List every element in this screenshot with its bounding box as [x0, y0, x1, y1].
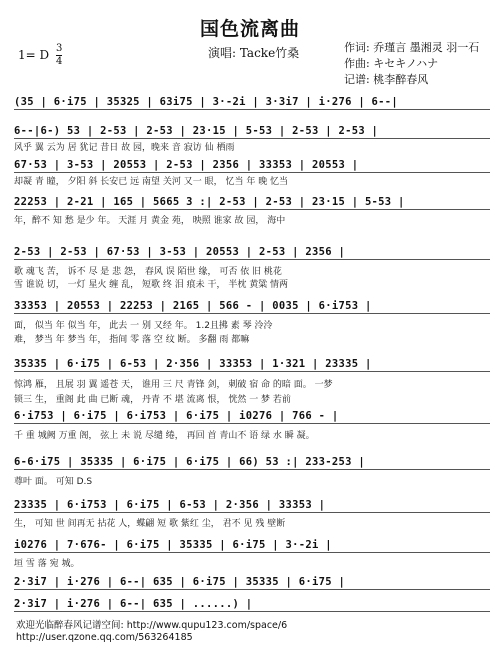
- time-signature: [56, 44, 62, 67]
- song-title: 国色流离曲: [199, 18, 300, 40]
- lyric-line: 垣 雪 落 宛 城。: [14, 559, 80, 568]
- transcriber-credit: 记谱: 桃李醉春风: [344, 73, 429, 86]
- notation-line: 2·3i7 | i·276 | 6--| 635 | ......) |: [14, 598, 490, 612]
- lyric-line: 尊叶 面。 可知 D.S: [14, 477, 93, 486]
- lyric-line: 锁三 生， 重阁 此 曲 已断 魂， 丹青 不 堪 流离 恨， 恍然 一 梦 若前: [14, 395, 291, 404]
- footer: [16, 620, 287, 644]
- notation-line: 6-6·i75 | 35335 | 6·i75 | 6·i75 | 66) 53 :| 233-253 |: [14, 456, 490, 470]
- lyric-line: 面， 似当 年 似当 年， 此去 一 别 又经 年。 1.2且拂 素 琴 泠泠: [14, 321, 273, 330]
- composer-credit: 作曲: キセキノハナ: [344, 57, 439, 70]
- notation-line: (35 | 6·i75 | 35325 | 63i75 | 3·-2i | 3·3i7 | i·276 | 6--|: [14, 96, 490, 110]
- time-bottom: 4: [55, 56, 63, 67]
- footer-link[interactable]: http://user.qzone.qq.com/563264185: [16, 632, 193, 643]
- notation-line: 23335 | 6·i753 | 6·i75 | 6-53 | 2·356 | 33353 |: [14, 499, 490, 513]
- lyricist-credit: 作词: 乔瑾言 墨湘灵 羽一石: [344, 41, 480, 54]
- lyric-line: 风乎 翼 云为 居 犹记 昔日 故 园，晚来 音 寂访 仙 栖雨: [14, 143, 235, 152]
- notation-line: 67·53 | 3-53 | 20553 | 2-53 | 2356 | 33353 | 20553 |: [14, 159, 490, 173]
- lyric-line: 生， 可知 世 间再无 拈花 人，蝶翩 短 歌 紫红 尘， 君不 见 残 壁断: [14, 519, 286, 528]
- key-text: 1= D: [18, 48, 50, 62]
- lyric-line: 千 重 城阙 万重 阁， 弦上 未 说 尽缱 绻， 再回 首 青山不 语 绿 水 瞬 凝。: [14, 431, 315, 440]
- singer-credit: 演唱: Tacke竹桑: [208, 46, 300, 60]
- lyric-line: 惊鸿 雁， 且展 羽 翼 遥苍 天， 谁用 三 尺 青锋 剑， 刺破 宿 命 的暗 面。 一梦: [14, 380, 333, 389]
- notation-line: 35335 | 6·i75 | 6-53 | 2·356 | 33353 | 1·321 | 23335 |: [14, 358, 490, 372]
- notation-line: i0276 | 7·676- | 6·i75 | 35335 | 6·i75 | 3·-2i |: [14, 539, 490, 553]
- footer-line: 欢迎光临醉春风记谱空间: http://www.qupu123.com/space/6: [16, 620, 288, 631]
- time-top: 3: [55, 43, 63, 54]
- key-signature: [18, 44, 62, 67]
- lyric-line: 年，醉不 知 愁 是少 年。 天涯 月 黄金 苑， 映照 谁家 故 园， 海中: [14, 216, 286, 225]
- lyric-line: 难， 梦当 年 梦当 年， 指间 零 落 空 纹 断。 多翻 雨 都嘛: [14, 335, 250, 344]
- credits-block: [344, 40, 479, 88]
- lyric-line: 雪 谁说 切， 一灯 星火 缠 乱， 短歌 终 泪 痕未 干， 半枕 黄粱 情两: [14, 280, 289, 289]
- notation-line: 2-53 | 2-53 | 67·53 | 3-53 | 20553 | 2-53 | 2356 |: [14, 246, 490, 260]
- notation-line: 6--|6-) 53 | 2-53 | 2-53 | 23·15 | 5-53 | 2-53 | 2-53 |: [14, 125, 490, 139]
- notation-line: 22253 | 2-21 | 165 | 5665 3 :| 2-53 | 2-53 | 23·15 | 5-53 |: [14, 196, 490, 210]
- notation-line: 6·i753 | 6·i75 | 6·i753 | 6·i75 | i0276 | 766 - |: [14, 410, 490, 424]
- lyric-line: 歌 魂飞 苦， 诉不 尽 是 悲 怨， 春风 误 陌世 缘， 可否 依 旧 桃花: [14, 267, 282, 276]
- lyric-line: 却凝 青 瞳， 夕阳 斜 长安已 远 南望 关河 又一 眼， 忆当 年 晚 忆当: [14, 177, 289, 186]
- notation-line: 2·3i7 | i·276 | 6--| 635 | 6·i75 | 35335 | 6·i75 |: [14, 576, 490, 590]
- notation-line: 33353 | 20553 | 22253 | 2165 | 566 - | 0035 | 6·i753 |: [14, 300, 490, 314]
